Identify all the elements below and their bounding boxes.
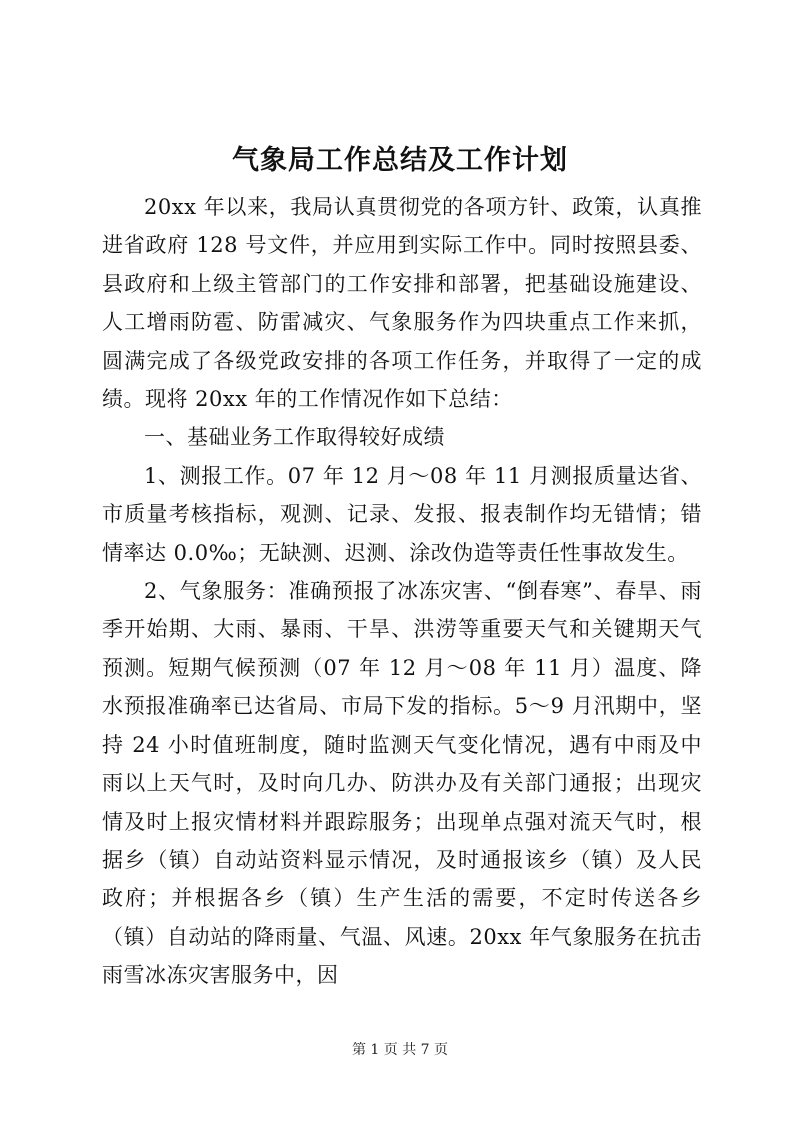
document-title: 气象局工作总结及工作计划: [232, 145, 568, 176]
paragraph-intro: 20xx 年以来，我局认真贯彻党的各项方针、政策，认真推进省政府 128 号文件，并应用到实际工作中。同时按照县委、县政府和上级主管部门的工作安排和部署，把基础设施建设、人工增雨防雹、防雷减灾、气象服务作为四块重点工作来抓，圆满完成了各级党政安排的各项工作任务，并取得了一定的成绩。现将 20xx 年的工作情况作如下总结：: [102, 195, 702, 412]
section-heading-basic-work: 一、基础业务工作取得较好成绩: [144, 425, 445, 450]
paragraph-weather-service: 2、气象服务：准确预报了冰冻灾害、“倒春寒”、春旱、雨季开始期、大雨、暴雨、干旱、洪涝等重要天气和关键期天气预测。短期气候预测（07 年 12 月～08 年 11 月）温度、降水预报准确率已达省局、市局下发的指标。5～9 月汛期中，坚持 24 小时值班制度，随时监测天气变化情况，遇有中雨及中雨以上天气时，及时向几办、防洪办及有关部门通报；出现灾情及时上报灾情材料并跟踪服务；出现单点强对流天气时，根据乡（镇）自动站资料显示情况，及时通报该乡（镇）及人民政府；并根据各乡（镇）生产生活的需要，不定时传送各乡（镇）自动站的降雨量、气温、风速。20xx 年气象服务在抗击雨雪冰冻灾害服务中，因: [102, 579, 702, 988]
document-body: [102, 188, 702, 995]
paragraph-observation-reporting: 1、测报工作。07 年 12 月～08 年 11 月测报质量达省、市质量考核指标，观测、记录、发报、报表制作均无错情；错情率达 0.0‰；无缺测、迟测、涂改伪造等责任性事故发生。: [102, 463, 702, 565]
page-number-footer: 第 1 页 共 7 页: [351, 1042, 449, 1058]
